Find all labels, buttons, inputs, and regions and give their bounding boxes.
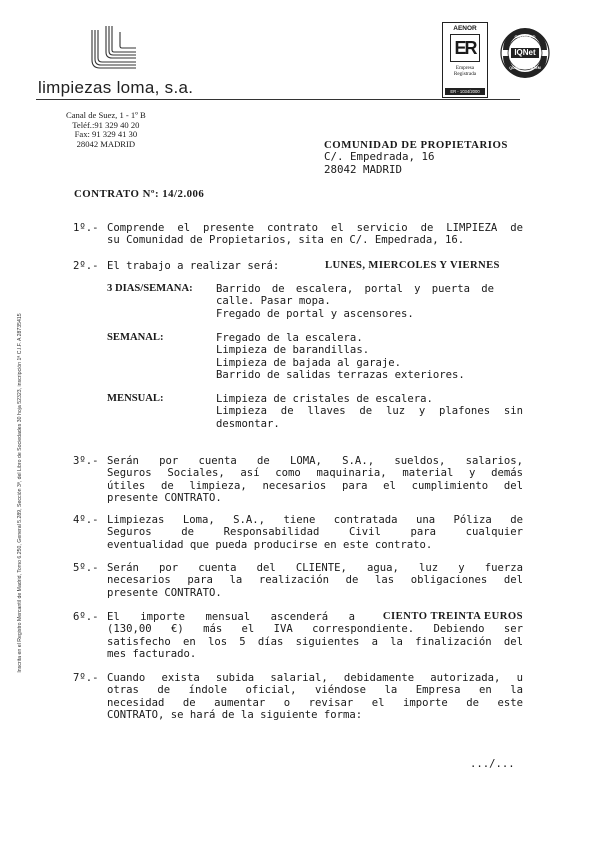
recipient-block <box>324 139 508 176</box>
registration-number: ER - 1034/2000 <box>445 88 485 95</box>
clause-number: 2º.- <box>73 260 99 272</box>
clause-number: 7º.- <box>73 672 99 684</box>
recipient-city: 28042 MADRID <box>324 162 403 176</box>
service-days: LUNES, MIERCOLES Y VIERNES <box>325 260 500 271</box>
iqnet-text: IQNet <box>514 48 536 57</box>
schedule-label: MENSUAL: <box>107 393 164 404</box>
clause-number: 1º.- <box>73 222 99 234</box>
clause-2: 2º.- El trabajo a realizar será: LUNES, MIERCOLES Y VIERNES <box>73 260 500 272</box>
schedule-label: 3 DIAS/SEMANA: <box>107 283 193 294</box>
iqnet-ring-bottom: QUALITY SYSTEM <box>509 66 541 70</box>
clause-5: 5º.- Serán por cuenta del CLIENTE, agua, luz y fuerza necesarios para la realización de las obligaciones del presente CONTRATO. <box>73 562 523 599</box>
contract-number: CONTRATO Nº: 14/2.006 <box>74 188 205 200</box>
company-name: limpiezas loma, s.a. <box>38 78 194 97</box>
schedule-weekly: SEMANAL: Fregado de la escalera. Limpieza de barandillas. Limpieza de bajada al garaje. Barrido de salidas terrazas exteriores. <box>107 332 465 382</box>
company-logo-mark <box>84 22 144 72</box>
recipient-street: C/. Empedrada, 16 <box>324 150 435 164</box>
clause-3: 3º.- Serán por cuenta de LOMA, S.A., sueldos, salarios, Seguros Sociales, así como maquinaria, material y demás útiles de limpieza, necesarios para el cumplimiento del presente CONTRATO. <box>73 455 523 505</box>
schedule-label: SEMANAL: <box>107 332 164 343</box>
iqnet-seal <box>500 28 550 78</box>
aenor-badge <box>442 22 488 98</box>
clause-6: 6º.- El importe mensual ascenderá a CIENTO TREINTA EUROS (130,00 €) más el IVA correspondiente. Debiendo ser satisfecho en los 5 días siguientes a la finalización del mes facturado. <box>73 611 523 661</box>
registry-note: Inscrita en el Registro Mercantil de Madrid, Tomo 6.250, General 5.289, Sección 3ª, del Libro de Sociedades 30 hoja 52323, inscripción 1ª C.I.F. A 28735415 <box>17 313 23 673</box>
clause-1: 1º.- Comprende el presente contrato el servicio de LIMPIEZA de su Comunidad de Propietarios, sita en C/. Empedrada, 16. <box>73 222 523 247</box>
er-logo-icon: ER <box>450 34 480 62</box>
clause-number: 3º.- <box>73 455 99 467</box>
recipient-title: COMUNIDAD DE PROPIETARIOS <box>324 139 508 151</box>
clause-number: 4º.- <box>73 514 99 526</box>
header-divider <box>36 99 520 100</box>
clause-7: 7º.- Cuando exista subida salarial, debidamente autorizada, u otras de índole oficial, viéndose la Empresa en la necesidad de aumentar o revisar el importe de este CONTRATO, se hará de la siguiente forma: <box>73 672 523 722</box>
registered-label: Empresa Registrada <box>453 65 477 78</box>
iqnet-ring-top: CERTIFIED <box>514 34 536 39</box>
aenor-label: AENOR <box>453 25 477 32</box>
company-address: Canal de Suez, 1 - 1º B Teléf.:91 329 40 20 Fax: 91 329 41 30 28042 MADRID <box>66 110 146 149</box>
continuation-mark: .../... <box>470 758 515 770</box>
amount-in-words: CIENTO TREINTA EUROS <box>382 611 523 622</box>
clause-number: 5º.- <box>73 562 99 574</box>
schedule-3-days: 3 DIAS/SEMANA: Barrido de escalera, portal y puerta de calle. Pasar mopa. Fregado de portal y ascensores. <box>107 283 494 320</box>
clause-4: 4º.- Limpiezas Loma, S.A., tiene contratada una Póliza de Seguros de Responsabilidad Civil para cualquier eventualidad que pueda producirse en este contrato. <box>73 514 523 551</box>
clause-number: 6º.- <box>73 611 99 623</box>
schedule-monthly: MENSUAL: Limpieza de cristales de escalera. Limpieza de llaves de luz y plafones sin desmontar. <box>107 393 523 430</box>
